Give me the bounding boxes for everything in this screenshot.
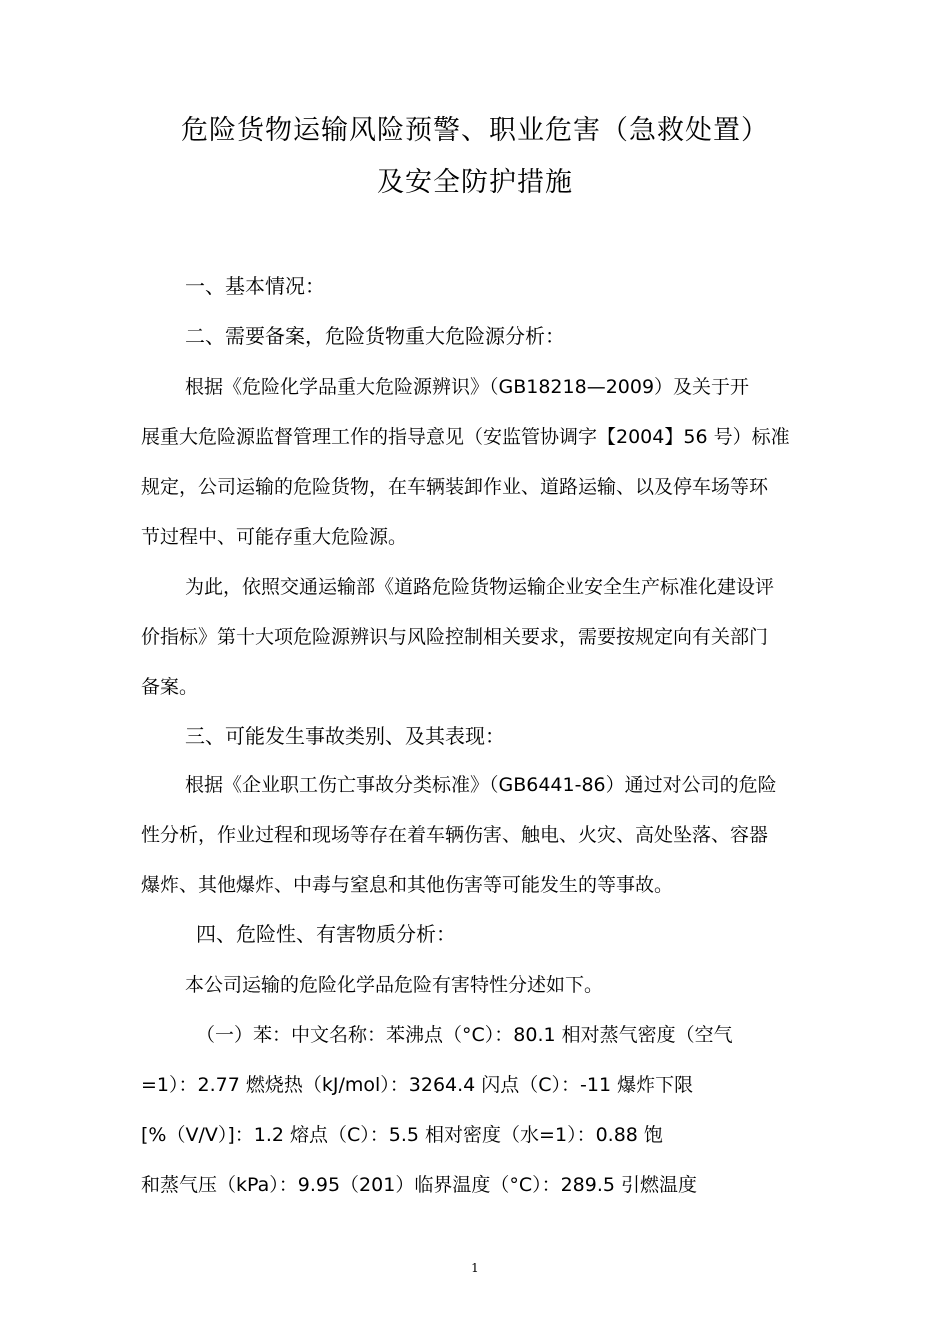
paragraph-line: 性分析，作业过程和现场等存在着车辆伤害、触电、火灾、高处坠落、容器	[141, 824, 769, 846]
section-4-heading: 四、危险性、有害物质分析：	[196, 922, 456, 946]
paragraph-line: 根据《企业职工伤亡事故分类标准》（GB6441-86）通过对公司的危险	[185, 774, 777, 796]
section-3-heading: 三、可能发生事故类别、及其表现：	[185, 724, 505, 748]
paragraph-line: （一）苯：中文名称：苯沸点（°C）：80.1 相对蒸气密度（空气	[196, 1024, 733, 1046]
paragraph-line: 本公司运输的危险化学品危险有害特性分述如下。	[185, 974, 604, 996]
paragraph-line: 展重大危险源监督管理工作的指导意见（安监管协调字【2004】56 号）标准	[141, 426, 790, 448]
paragraph-line: 价指标》第十大项危险源辨识与风险控制相关要求，需要按规定向有关部门	[141, 626, 769, 648]
title-line-2: 及安全防护措施	[377, 167, 573, 198]
paragraph-line: 为此，依照交通运输部《道路危险货物运输企业安全生产标准化建设评	[185, 576, 775, 598]
title-line-1: 危险货物运输风险预警、职业危害（急救处置）	[181, 115, 769, 146]
section-2-heading: 二、需要备案，危险货物重大危险源分析：	[185, 324, 565, 348]
paragraph-line: 节过程中、可能存重大危险源。	[141, 526, 408, 548]
paragraph-line: =1）：2.77 燃烧热（kJ/mol）：3264.4 闪点（C）：-11 爆炸下限	[141, 1074, 694, 1096]
paragraph-line: 爆炸、其他爆炸、中毒与窒息和其他伤害等可能发生的等事故。	[141, 874, 674, 896]
paragraph-line: 规定，公司运输的危险货物，在车辆装卸作业、道路运输、以及停车场等环	[141, 476, 769, 498]
paragraph-line: 和蒸气压（kPa）：9.95（201）临界温度（°C）：289.5 引燃温度	[141, 1174, 698, 1196]
page-number: 1	[471, 1261, 479, 1275]
paragraph-line: 根据《危险化学品重大危险源辨识》（GB18218—2009）及关于开	[185, 376, 750, 398]
section-1-heading: 一、基本情况：	[185, 274, 325, 298]
paragraph-line: 备案。	[141, 676, 199, 698]
paragraph-line: [%（V/V）]：1.2 熔点（C）：5.5 相对密度（水=1）：0.88 饱	[141, 1124, 663, 1146]
